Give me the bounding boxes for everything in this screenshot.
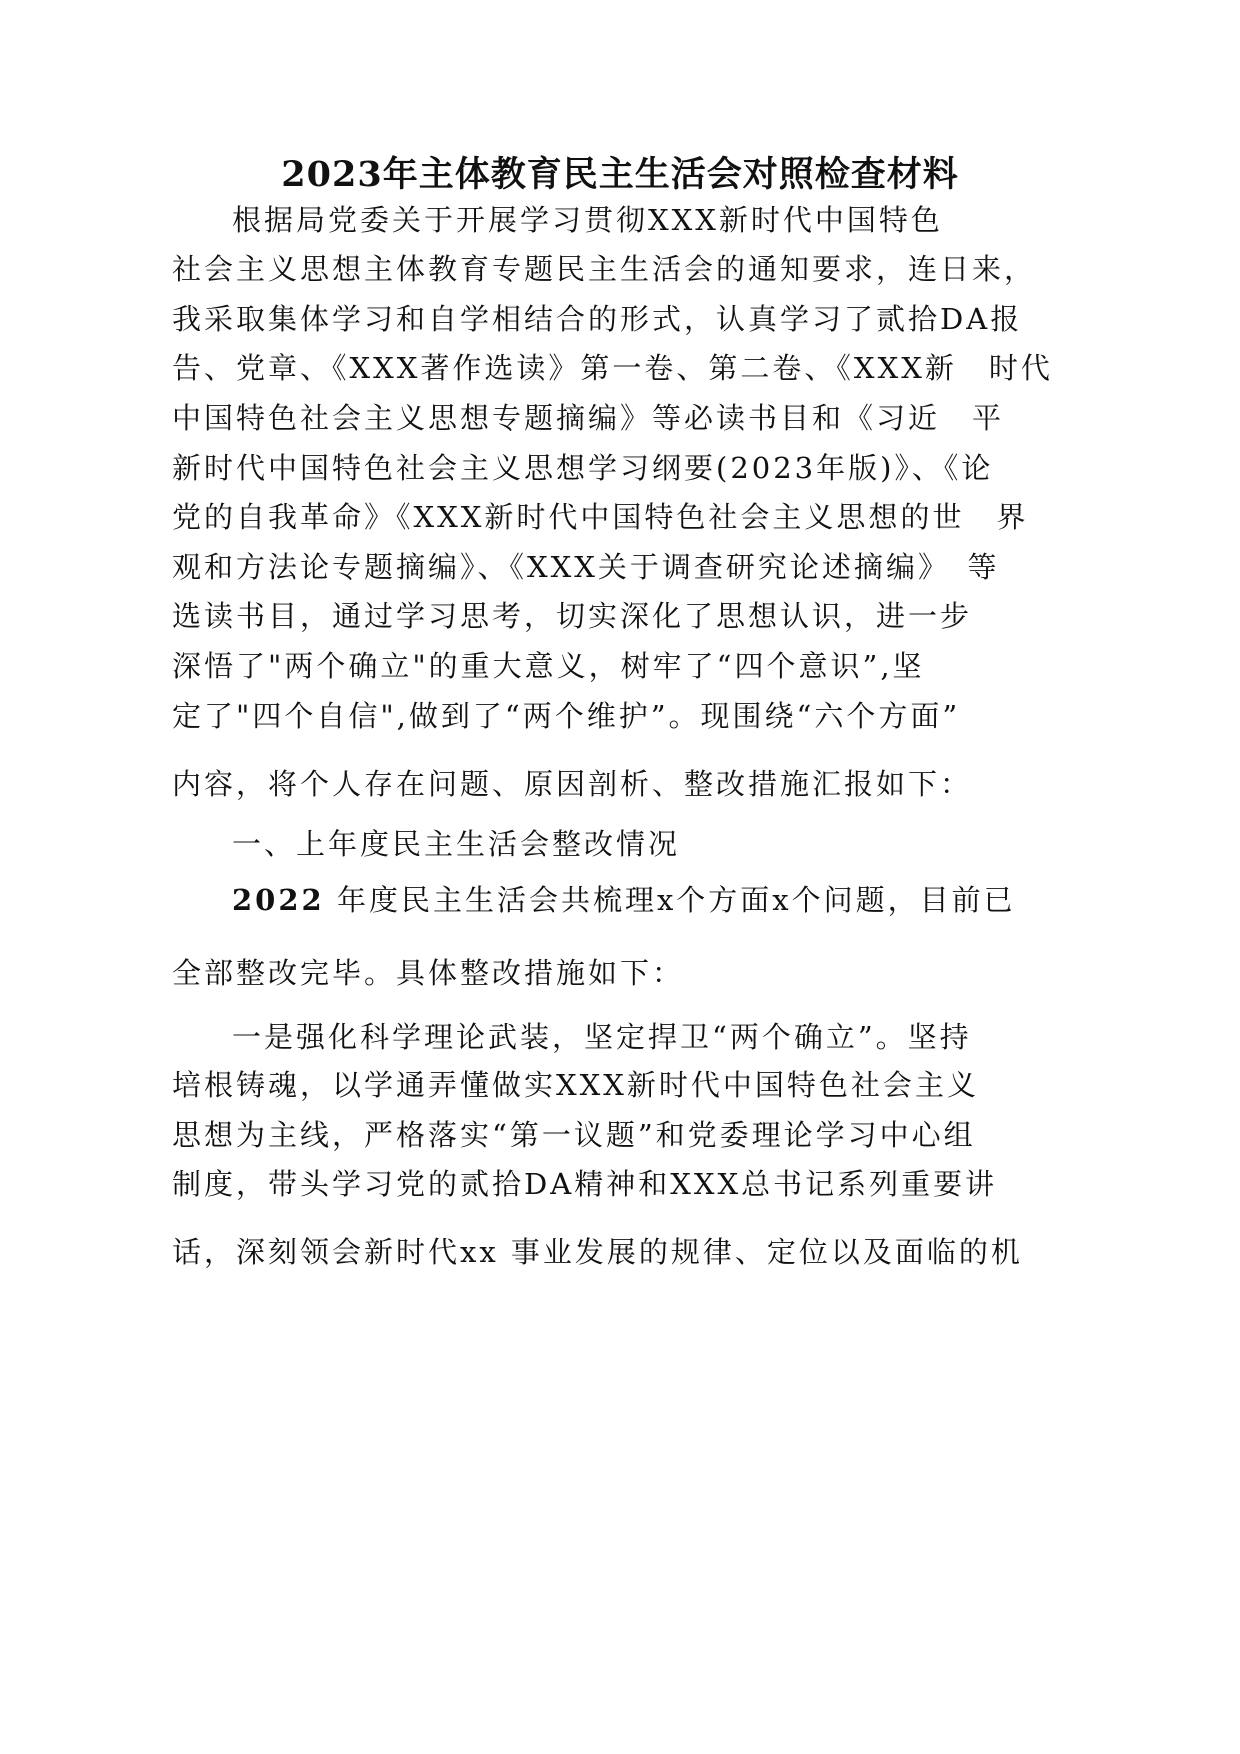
paragraph-line: 告、党章、《XXX著作选读》第一卷、第二卷、《XXX新 时代: [172, 351, 1053, 385]
paragraph-line: 话，深刻领会新时代xx 事业发展的规律、定位以及面临的机: [172, 1235, 1023, 1269]
paragraph-line: 根据局党委关于开展学习贯彻XXX新时代中国特色: [232, 203, 943, 237]
paragraph-line: 思想为主线，严格落实“第一议题”和党委理论学习中心组: [172, 1118, 976, 1152]
paragraph-line: 定了"四个自信",做到了“两个维护”。现围绕“六个方面”: [172, 699, 961, 733]
paragraph-line: 培根铸魂，以学通弄懂做实XXX新时代中国特色社会主义: [172, 1068, 979, 1102]
paragraph-line: 我采取集体学习和自学相结合的形式，认真学习了贰拾DA报: [172, 302, 1023, 336]
paragraph-line: 深悟了"两个确立"的重大意义，树牢了“四个意识”,坚: [172, 649, 925, 683]
paragraph-line: 制度，带头学习党的贰拾DA精神和XXX总书记系列重要讲: [172, 1167, 998, 1201]
section-heading: 一、上年度民主生活会整改情况: [232, 827, 681, 861]
paragraph-line: 新时代中国特色社会主义思想学习纲要(2023年版)》、《论: [172, 451, 994, 485]
year-bold: 2022: [232, 883, 325, 917]
paragraph-line: 选读书目，通过学习思考，切实深化了思想认识，进一步: [172, 599, 973, 633]
paragraph-line: 全部整改完毕。具体整改措施如下：: [172, 956, 685, 990]
paragraph-line: 内容，将个人存在问题、原因剖析、整改措施汇报如下：: [172, 767, 973, 801]
paragraph-line: 一是强化科学理论武装，坚定捍卫“两个确立”。坚持: [232, 1020, 972, 1054]
paragraph-line: 观和方法论专题摘编》、《XXX关于调查研究论述摘编》 等: [172, 550, 1000, 584]
paragraph-line-text: 年度民主生活会共梳理x个方面x个问题，目前已: [336, 883, 1016, 917]
document-title: 2023年主体教育民主生活会对照检查材料: [281, 154, 959, 195]
paragraph-line: [232, 878, 1016, 922]
paragraph-line: 中国特色社会主义思想专题摘编》等必读书目和《习近 平: [172, 401, 1005, 435]
paragraph-line: 社会主义思想主体教育专题民主生活会的通知要求，连日来，: [172, 252, 1037, 286]
paragraph-line: 党的自我革命》《XXX新时代中国特色社会主义思想的世 界: [172, 500, 1029, 534]
